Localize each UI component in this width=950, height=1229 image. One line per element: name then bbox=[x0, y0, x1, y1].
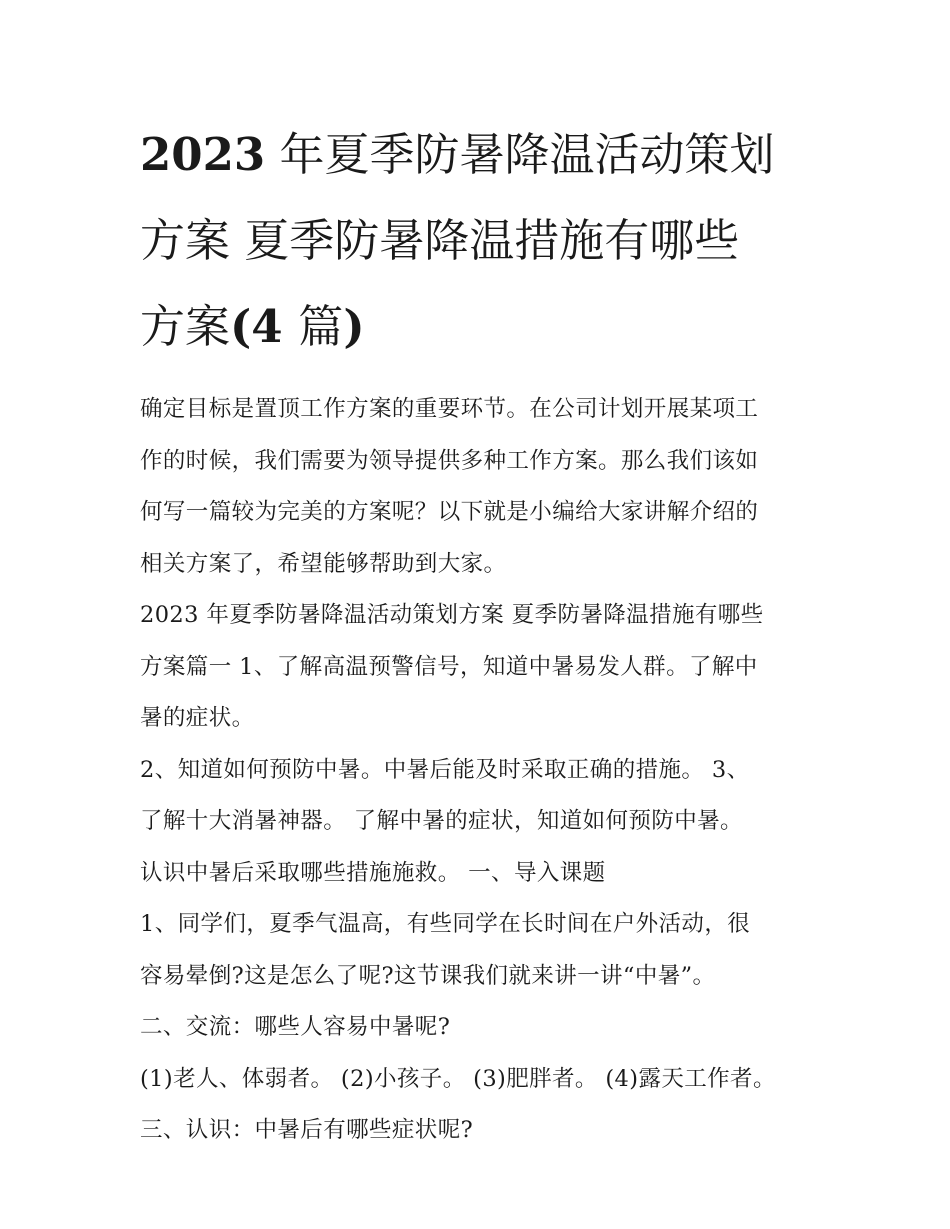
body-line: (1)老人、体弱者。 (2)小孩子。 (3)肥胖者。 (4)露天工作者。 bbox=[140, 1065, 776, 1092]
document-title bbox=[140, 112, 820, 370]
title-line-1-text: 年夏季防暑降温活动策划 bbox=[265, 128, 775, 181]
document-body bbox=[140, 384, 820, 1157]
body-line: 认识中暑后采取哪些措施施救。 一、导入课题 bbox=[140, 859, 606, 886]
body-line: 容易晕倒?这是怎么了呢?这节课我们就来讲一讲“中暑”。 bbox=[140, 962, 716, 989]
body-line: 相关方案了，希望能够帮助到大家。 bbox=[140, 550, 507, 577]
title-count: (4 bbox=[230, 300, 299, 353]
title-year: 2023 bbox=[140, 128, 266, 181]
body-line: 何写一篇较为完美的方案呢？以下就是小编给大家讲解介绍的 bbox=[140, 499, 759, 525]
body-line: 作的时候，我们需要为领导提供多种工作方案。那么我们该如 bbox=[140, 447, 759, 474]
title-count-unit: 篇 bbox=[298, 300, 344, 353]
title-line-2: 方案 夏季防暑降温措施有哪些 bbox=[140, 214, 740, 267]
body-line: 暑的症状。 bbox=[140, 705, 255, 731]
title-line-3-text: 方案 bbox=[140, 300, 231, 353]
body-line: 确定目标是置顶工作方案的重要环节。在公司计划开展某项工 bbox=[140, 396, 759, 422]
body-line: 1、同学们，夏季气温高，有些同学在长时间在户外活动，很 bbox=[140, 911, 751, 937]
body-line: 方案篇一 1、了解高温预警信号，知道中暑易发人群。了解中 bbox=[140, 653, 758, 680]
title-line-1 bbox=[140, 112, 820, 198]
body-line: 二、交流：哪些人容易中暑呢? bbox=[140, 1014, 451, 1040]
body-line: 了解十大消暑神器。 了解中暑的症状，知道如何预防中暑。 bbox=[140, 808, 743, 834]
title-close-paren: ) bbox=[343, 300, 365, 353]
body-line: 三、认识：中暑后有哪些症状呢? bbox=[140, 1117, 474, 1143]
body-line: 2023 年夏季防暑降温活动策划方案 夏季防暑降温措施有哪些 bbox=[140, 602, 764, 628]
document-page bbox=[140, 112, 820, 1157]
body-line: 2、知道如何预防中暑。中暑后能及时采取正确的措施。 3、 bbox=[140, 756, 750, 783]
title-line-3 bbox=[140, 284, 820, 370]
